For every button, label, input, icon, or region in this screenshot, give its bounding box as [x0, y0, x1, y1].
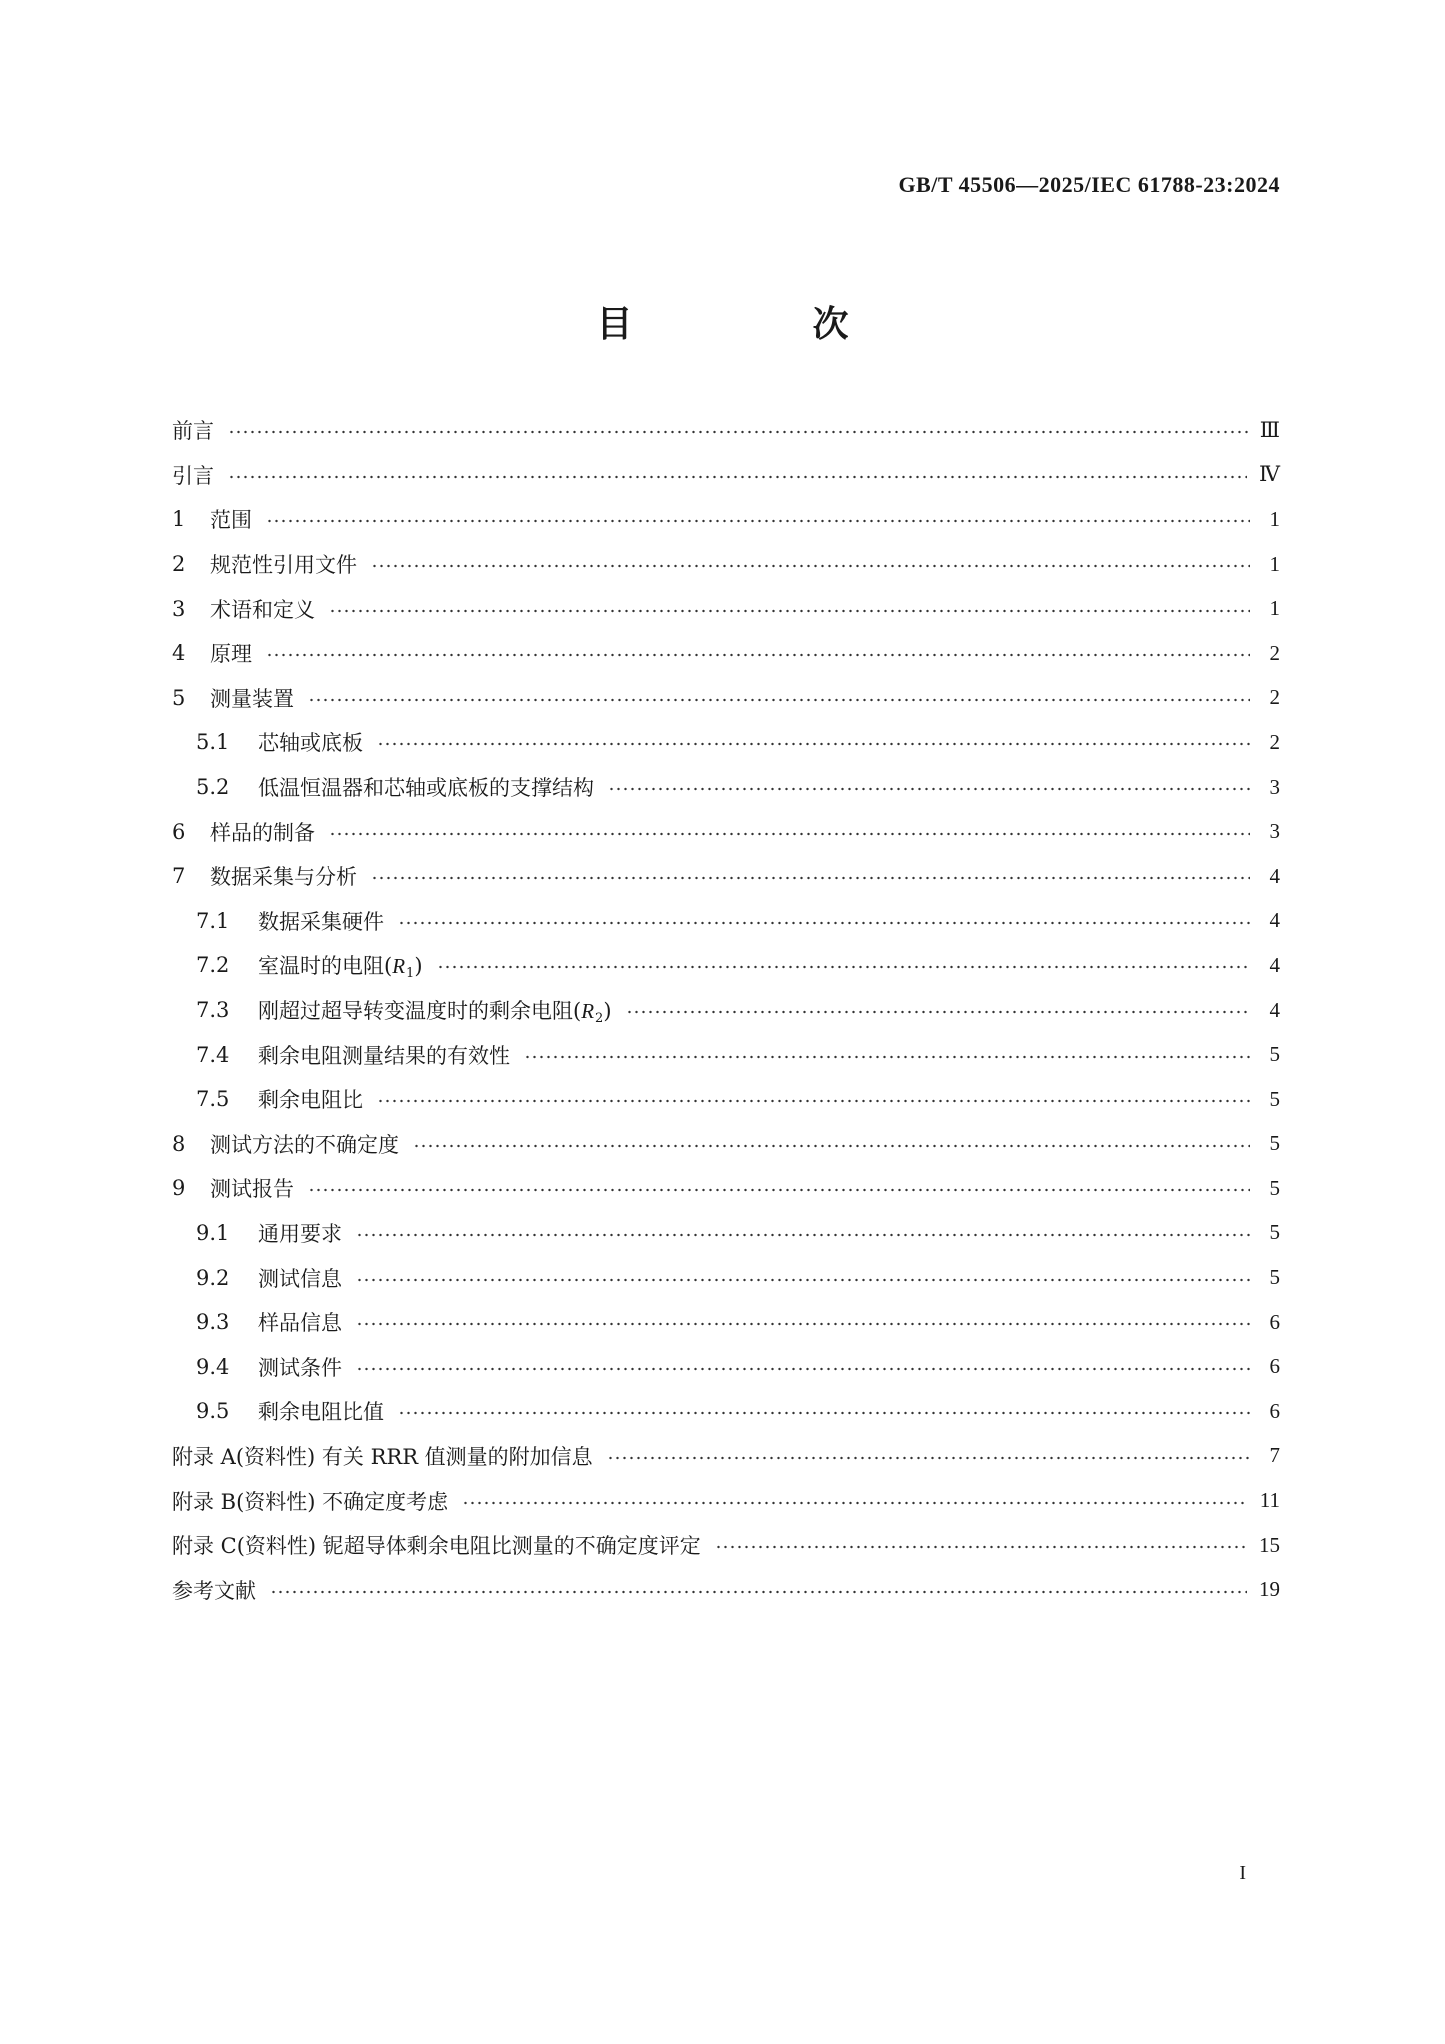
toc-entry-number: 7	[172, 864, 186, 889]
toc-entry-label	[258, 950, 423, 981]
toc-entry-page: 3	[1269, 774, 1280, 799]
toc-entry-label: 剩余电阻比值	[258, 1400, 384, 1425]
toc-entry-page: 6	[1269, 1309, 1280, 1334]
toc-entry[interactable]	[172, 1523, 1280, 1568]
toc-entry-page: 1	[1269, 596, 1280, 621]
toc-entry-page: 5	[1269, 1265, 1280, 1290]
toc-entry-label: 芯轴或底板	[258, 731, 363, 756]
toc-entry[interactable]	[172, 453, 1280, 498]
toc-entry-number: 5	[172, 685, 186, 710]
toc-entry[interactable]	[172, 408, 1280, 453]
dot-leader	[437, 964, 1250, 970]
toc-entry-page: 6	[1269, 1354, 1280, 1379]
toc-entry[interactable]	[172, 1478, 1280, 1523]
toc-entry-label: 参考文献	[172, 1578, 256, 1603]
toc-entry[interactable]	[172, 1434, 1280, 1479]
dot-leader	[308, 1187, 1250, 1193]
toc-entry-number: 9.2	[196, 1265, 230, 1290]
toc-entry-label: 测试条件	[258, 1355, 342, 1380]
toc-entry[interactable]	[172, 542, 1280, 587]
dot-leader	[356, 1277, 1250, 1283]
toc-entry-number: 3	[172, 596, 186, 621]
toc-entry-label: 测试方法的不确定度	[210, 1132, 399, 1157]
dot-leader	[308, 697, 1250, 703]
toc-entry-label: 前言	[172, 419, 214, 444]
toc-entry-number: 7.2	[196, 953, 230, 978]
toc-entry-page: 5	[1269, 1220, 1280, 1245]
toc-entry[interactable]	[172, 1032, 1280, 1077]
toc-entry-page: 5	[1269, 1175, 1280, 1200]
dot-leader	[607, 1455, 1250, 1461]
toc-entry-label: 剩余电阻比	[258, 1088, 363, 1113]
dot-leader	[356, 1321, 1250, 1327]
dot-leader	[371, 563, 1250, 569]
dot-leader	[266, 518, 1250, 524]
dot-leader	[377, 741, 1250, 747]
toc-entry-label: 测试信息	[258, 1266, 342, 1291]
toc-entry[interactable]	[172, 1166, 1280, 1211]
toc-entry-number: 7.5	[196, 1087, 230, 1112]
toc-entry-label: 样品信息	[258, 1311, 342, 1336]
toc-entry-label: 剩余电阻测量结果的有效性	[258, 1043, 510, 1068]
toc-entry-page: 2	[1269, 729, 1280, 754]
toc-entry-subscript: 2	[595, 1010, 604, 1026]
toc-entry-page: 19	[1259, 1577, 1280, 1602]
dot-leader	[413, 1143, 1250, 1149]
toc-entry-page: 5	[1269, 1131, 1280, 1156]
dot-leader	[524, 1054, 1250, 1060]
toc-entry-label: 原理	[210, 642, 252, 667]
toc-entry-label: 样品的制备	[210, 820, 315, 845]
toc-entry[interactable]	[172, 943, 1280, 988]
toc-entry-page: 5	[1269, 1086, 1280, 1111]
toc-entry-page: Ⅳ	[1259, 462, 1280, 487]
toc-entry-label: 附录 B(资料性) 不确定度考虑	[172, 1489, 449, 1514]
toc-entry-number: 8	[172, 1131, 186, 1156]
toc-entry[interactable]	[172, 1211, 1280, 1256]
toc-entry-number: 9.4	[196, 1354, 230, 1379]
toc-entry-number: 9.1	[196, 1220, 230, 1245]
dot-leader	[462, 1500, 1248, 1506]
toc-entry-page: 5	[1269, 1042, 1280, 1067]
toc-entry-symbol: R	[581, 998, 595, 1023]
toc-entry-number: 1	[172, 507, 186, 532]
dot-leader	[608, 786, 1250, 792]
toc-entry[interactable]	[172, 497, 1280, 542]
toc-entry[interactable]	[172, 899, 1280, 944]
dot-leader	[715, 1544, 1247, 1550]
toc-entry[interactable]	[172, 1567, 1280, 1612]
toc-entry-label: 数据采集硬件	[258, 909, 384, 934]
toc-entry-label: 附录 A(资料性) 有关 RRR 值测量的附加信息	[172, 1444, 593, 1469]
dot-leader	[329, 608, 1250, 614]
toc-entry-label: 通用要求	[258, 1221, 342, 1246]
toc-entry-page: 1	[1269, 551, 1280, 576]
toc-entry-label-text: 刚超过超导转变温度时的剩余电阻(	[258, 998, 582, 1023]
toc-entry-number: 7.1	[196, 908, 230, 933]
toc-entry-page: 11	[1259, 1488, 1280, 1513]
toc-entry[interactable]	[172, 586, 1280, 631]
toc-entry-number: 5.2	[196, 775, 230, 800]
dot-leader	[270, 1589, 1247, 1595]
toc-entry-number: 2	[172, 552, 186, 577]
toc-entry-page: 15	[1259, 1532, 1280, 1557]
toc-entry-label: 测量装置	[210, 686, 294, 711]
toc-entry-label: 引言	[172, 463, 214, 488]
toc-entry[interactable]	[172, 809, 1280, 854]
toc-entry-number: 7.4	[196, 1042, 230, 1067]
toc-entry-page: 4	[1269, 952, 1280, 977]
toc-entry-label	[258, 995, 612, 1026]
toc-entry-page: 4	[1269, 997, 1280, 1022]
toc-entry[interactable]	[172, 988, 1280, 1033]
toc-entry-number: 7.3	[196, 998, 230, 1023]
toc-entry-page: 4	[1269, 863, 1280, 888]
dot-leader	[626, 1009, 1250, 1015]
toc-entry-label: 规范性引用文件	[210, 553, 357, 578]
toc-entry-page: 3	[1269, 819, 1280, 844]
dot-leader	[398, 920, 1250, 926]
dot-leader	[356, 1366, 1250, 1372]
toc-entry-page: 6	[1269, 1398, 1280, 1423]
page-number: I	[1239, 1862, 1246, 1884]
toc-entry-label-tail: )	[414, 953, 423, 978]
toc-entry[interactable]	[172, 720, 1280, 765]
toc-entry-label: 术语和定义	[210, 597, 315, 622]
toc-entry-number: 9.3	[196, 1310, 230, 1335]
toc-entry-number: 6	[172, 819, 186, 844]
dot-leader	[356, 1232, 1250, 1238]
toc-entry-number: 4	[172, 641, 186, 666]
toc-entry-number: 5.1	[196, 730, 230, 755]
toc-entry-number: 9	[172, 1176, 186, 1201]
toc-entry[interactable]	[172, 1077, 1280, 1122]
toc-entry-page: 2	[1269, 640, 1280, 665]
toc-entry[interactable]	[172, 1122, 1280, 1167]
toc-entry-label: 范围	[210, 508, 252, 533]
toc-entry[interactable]	[172, 1344, 1280, 1389]
toc-entry[interactable]	[172, 1255, 1280, 1300]
toc-entry[interactable]	[172, 1389, 1280, 1434]
toc-entry[interactable]	[172, 631, 1280, 676]
toc-entry-page: 7	[1269, 1443, 1280, 1468]
standard-number-header: GB/T 45506—2025/IEC 61788-23:2024	[898, 172, 1280, 197]
toc-entry-page: 2	[1269, 685, 1280, 710]
toc-entry[interactable]	[172, 765, 1280, 810]
toc-entry[interactable]	[172, 676, 1280, 721]
toc-entry-subscript: 1	[406, 965, 415, 981]
dot-leader	[228, 429, 1248, 435]
toc-entry[interactable]	[172, 854, 1280, 899]
toc-entry-label: 低温恒温器和芯轴或底板的支撑结构	[258, 776, 594, 801]
toc-entry-label: 附录 C(资料性) 铌超导体剩余电阻比测量的不确定度评定	[172, 1534, 701, 1559]
toc-entry-page: Ⅲ	[1259, 417, 1280, 442]
toc-entry-page: 1	[1269, 506, 1280, 531]
toc-entry-label: 测试报告	[210, 1177, 294, 1202]
toc-entry-label: 数据采集与分析	[210, 865, 357, 890]
dot-leader	[329, 831, 1250, 837]
table-of-contents	[172, 408, 1280, 1612]
dot-leader	[377, 1098, 1250, 1104]
toc-entry-label-tail: )	[603, 998, 612, 1023]
toc-entry-symbol: R	[392, 953, 406, 978]
toc-entry-label-text: 室温时的电阻(	[258, 953, 393, 978]
toc-entry[interactable]	[172, 1300, 1280, 1345]
toc-entry-page: 4	[1269, 908, 1280, 933]
dot-leader	[371, 875, 1250, 881]
dot-leader	[398, 1410, 1250, 1416]
dot-leader	[228, 474, 1247, 480]
toc-entry-number: 9.5	[196, 1399, 230, 1424]
toc-title: 目 次	[596, 304, 921, 345]
dot-leader	[266, 652, 1250, 658]
